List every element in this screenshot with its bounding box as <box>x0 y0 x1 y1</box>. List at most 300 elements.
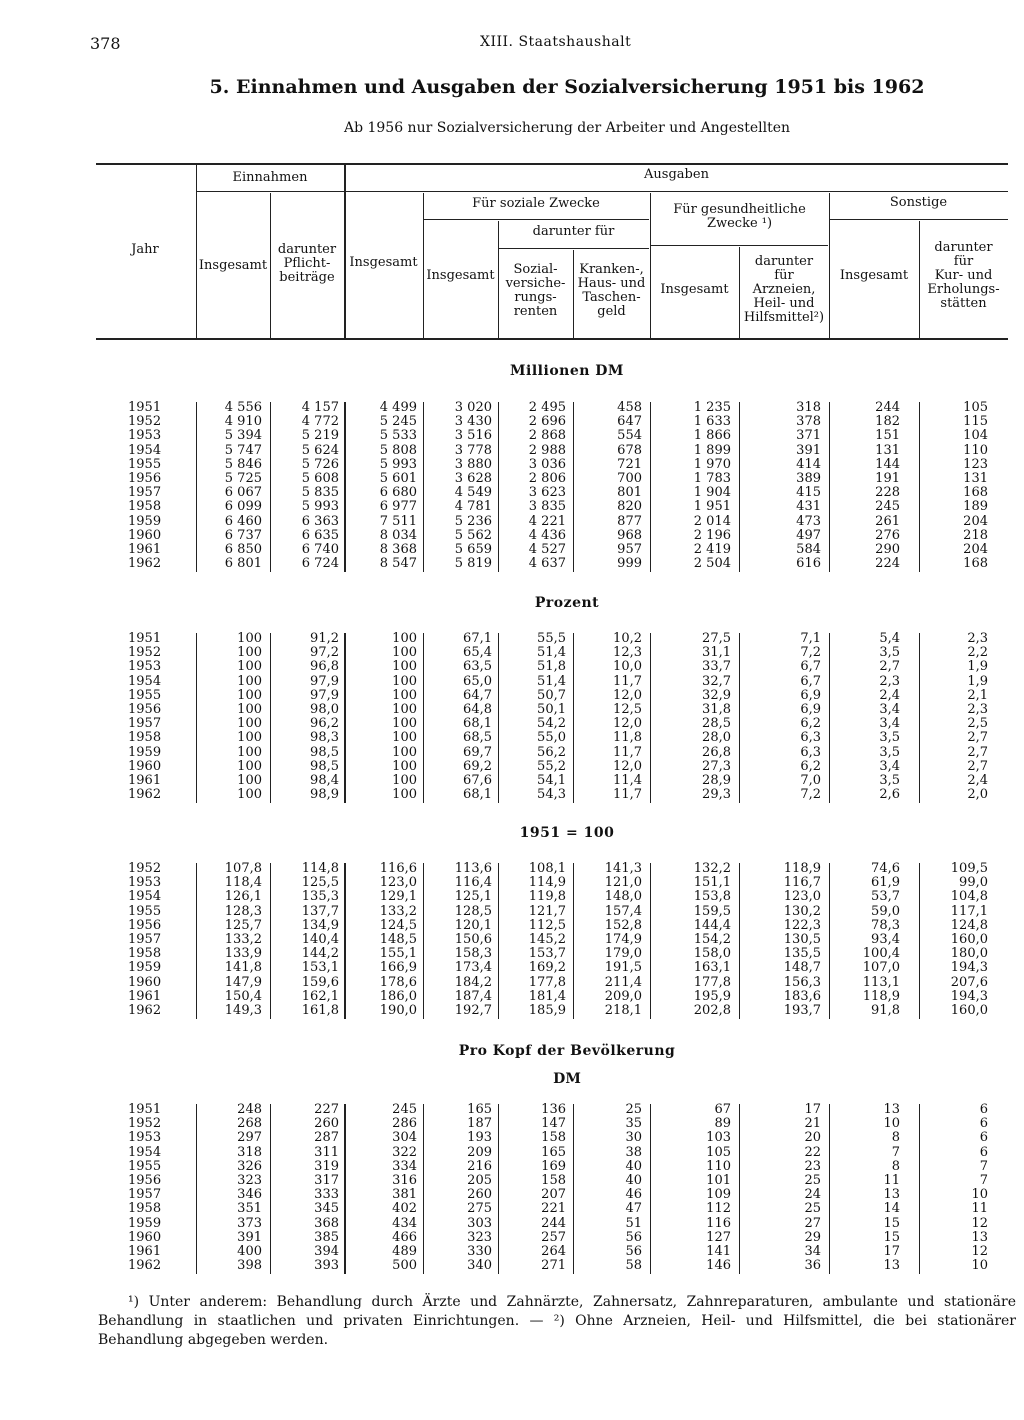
table-cell: 2,3 <box>967 701 988 717</box>
table-cell: 7,2 <box>800 645 821 661</box>
header-einnahmen-insgesamt: Insgesamt <box>198 258 268 273</box>
table-cell: 150,4 <box>224 988 262 1004</box>
table-cell: 100 <box>392 730 417 746</box>
table-cell: 4 549 <box>454 485 492 501</box>
column-divider <box>919 402 920 572</box>
table-cell: 264 <box>541 1243 566 1259</box>
table-cell: 12,0 <box>613 687 642 703</box>
table-cell: 97,9 <box>310 687 339 703</box>
section-title-index: 1951 = 100 <box>519 825 615 841</box>
year-label: 1962 <box>128 556 162 572</box>
table-cell: 497 <box>796 527 821 543</box>
table-cell: 100 <box>237 744 262 760</box>
table-cell: 3,5 <box>879 645 900 661</box>
table-cell: 114,9 <box>528 875 566 891</box>
table-cell: 100,4 <box>862 946 900 962</box>
table-cell: 276 <box>875 527 900 543</box>
table-cell: 15 <box>883 1215 900 1231</box>
table-cell: 402 <box>392 1201 417 1217</box>
table-cell: 378 <box>796 414 821 430</box>
column-divider <box>573 402 574 572</box>
section-years <box>128 862 161 1018</box>
table-cell: 5 747 <box>224 442 262 458</box>
table-cell: 116,4 <box>454 875 492 891</box>
table-cell: 56,2 <box>537 744 566 760</box>
value-column-1 <box>225 401 262 571</box>
table-cell: 268 <box>237 1116 262 1132</box>
table-cell: 130,5 <box>783 931 821 947</box>
table-cell: 473 <box>796 513 821 529</box>
table-cell: 158 <box>541 1130 566 1146</box>
year-label: 1954 <box>128 889 162 905</box>
header-ausgaben-insgesamt: Insgesamt <box>349 255 418 270</box>
section-title-pro-kopf: Pro Kopf der Bevölkerung <box>458 1043 676 1059</box>
table-cell: 5 819 <box>454 556 492 572</box>
table-cell: 127 <box>706 1229 731 1245</box>
table-cell: 1,9 <box>967 673 988 689</box>
table-cell: 318 <box>796 400 821 415</box>
year-label: 1951 <box>128 400 162 415</box>
table-cell: 260 <box>314 1116 339 1132</box>
year-label: 1956 <box>128 1172 162 1188</box>
table-cell: 11,7 <box>613 673 642 689</box>
einnahmen-rule <box>196 191 344 192</box>
table-cell: 97,2 <box>310 645 339 661</box>
table-cell: 133,2 <box>224 931 262 947</box>
ausgaben-rule <box>345 191 1008 192</box>
table-cell: 153,1 <box>301 960 339 976</box>
table-cell: 8 <box>891 1158 900 1174</box>
table-cell: 125,1 <box>454 889 492 905</box>
year-label: 1961 <box>128 541 162 557</box>
table-cell: 12,3 <box>613 645 642 661</box>
table-cell: 2,7 <box>879 659 900 675</box>
table-cell: 381 <box>392 1187 417 1203</box>
table-cell: 391 <box>796 442 821 458</box>
table-cell: 6 680 <box>379 485 417 501</box>
table-cell: 93,4 <box>871 931 900 947</box>
header-top-rule <box>96 163 1008 165</box>
table-cell: 36 <box>804 1258 821 1274</box>
table-cell: 304 <box>392 1130 417 1146</box>
table-cell: 12,0 <box>613 716 642 732</box>
table-cell: 191,5 <box>604 960 642 976</box>
value-column-9 <box>879 632 900 802</box>
table-cell: 10 <box>883 1116 900 1132</box>
year-label: 1955 <box>128 456 162 472</box>
table-cell: 74,6 <box>871 861 900 876</box>
table-cell: 65,4 <box>463 645 492 661</box>
year-label: 1951 <box>128 1102 162 1117</box>
table-cell: 1 904 <box>693 485 731 501</box>
table-cell: 100 <box>237 701 262 717</box>
table-cell: 207 <box>541 1187 566 1203</box>
table-cell: 161,8 <box>301 1002 339 1018</box>
year-label: 1951 <box>128 631 162 646</box>
table-cell: 3,5 <box>879 730 900 746</box>
table-cell: 31,1 <box>702 645 731 661</box>
table-cell: 119,8 <box>528 889 566 905</box>
header-jahr: Jahr <box>131 242 159 257</box>
year-label: 1954 <box>128 442 162 458</box>
table-cell: 152,8 <box>604 917 642 933</box>
section-years <box>128 1103 161 1273</box>
table-cell: 287 <box>314 1130 339 1146</box>
year-label: 1960 <box>128 1229 162 1245</box>
table-cell: 8 368 <box>379 541 417 557</box>
table-cell: 141 <box>706 1243 731 1259</box>
table-cell: 178,6 <box>379 974 417 990</box>
table-cell: 29,3 <box>702 787 731 803</box>
table-cell: 12 <box>971 1243 988 1259</box>
table-cell: 99,0 <box>959 875 988 891</box>
column-divider <box>196 863 197 1019</box>
table-cell: 5 993 <box>301 499 339 515</box>
table-cell: 151,1 <box>693 875 731 891</box>
table-cell: 458 <box>617 400 642 415</box>
table-cell: 4 157 <box>301 400 339 415</box>
table-cell: 297 <box>237 1130 262 1146</box>
table-cell: 205 <box>467 1172 492 1188</box>
table-cell: 466 <box>392 1229 417 1245</box>
table-cell: 107,0 <box>862 960 900 976</box>
table-cell: 431 <box>796 499 821 515</box>
table-cell: 148,0 <box>604 889 642 905</box>
table-cell: 100 <box>237 631 262 646</box>
table-cell: 6 724 <box>301 556 339 572</box>
column-divider <box>829 633 830 803</box>
table-cell: 150,6 <box>454 931 492 947</box>
table-cell: 5 725 <box>224 470 262 486</box>
table-cell: 23 <box>804 1158 821 1174</box>
table-cell: 97,9 <box>310 673 339 689</box>
table-cell: 244 <box>541 1215 566 1231</box>
table-cell: 2 806 <box>528 470 566 486</box>
table-cell: 67 <box>714 1102 731 1117</box>
table-cell: 218,1 <box>604 1002 642 1018</box>
table-cell: 184,2 <box>454 974 492 990</box>
table-cell: 3 880 <box>454 456 492 472</box>
table-cell: 100 <box>392 787 417 803</box>
table-cell: 5 624 <box>301 442 339 458</box>
table-cell: 6,2 <box>800 758 821 774</box>
table-cell: 968 <box>617 527 642 543</box>
table-cell: 245 <box>392 1102 417 1117</box>
table-cell: 2,3 <box>879 673 900 689</box>
table-cell: 245 <box>875 499 900 515</box>
table-cell: 2 419 <box>693 541 731 557</box>
value-column-8 <box>804 1103 821 1273</box>
table-cell: 194,3 <box>950 960 988 976</box>
table-cell: 104,8 <box>950 889 988 905</box>
year-label: 1959 <box>128 1215 162 1231</box>
table-cell: 333 <box>314 1187 339 1203</box>
table-cell: 189 <box>963 499 988 515</box>
year-label: 1957 <box>128 931 162 947</box>
table-cell: 10 <box>971 1258 988 1274</box>
table-cell: 801 <box>617 485 642 501</box>
table-cell: 98,4 <box>310 772 339 788</box>
footnote-text: ¹) Unter anderem: Behandlung durch Ärzte und Zahnärzte, Zahnersatz, Zahnreparaturen, ambulante und stationäre Behandlung in staatlichen und privaten Einrichtungen. — ²) Ohne Arzneien, Heil- und Hilfsmittel, die bei stationärer Behandlung abgegeben werden. <box>98 1294 1016 1348</box>
table-cell: 6 <box>979 1102 988 1117</box>
table-cell: 100 <box>392 659 417 675</box>
column-divider <box>919 633 920 803</box>
value-column-3 <box>392 1103 417 1273</box>
table-cell: 54,1 <box>537 772 566 788</box>
table-cell: 6,7 <box>800 659 821 675</box>
table-cell: 160,0 <box>950 931 988 947</box>
table-cell: 128,3 <box>224 903 262 919</box>
section-years <box>128 401 161 571</box>
table-cell: 187 <box>467 1116 492 1132</box>
table-cell: 107,8 <box>224 861 262 876</box>
table-cell: 15 <box>883 1229 900 1245</box>
table-cell: 5 659 <box>454 541 492 557</box>
year-label: 1957 <box>128 1187 162 1203</box>
table-cell: 147,9 <box>224 974 262 990</box>
table-cell: 489 <box>392 1243 417 1259</box>
table-cell: 100 <box>237 687 262 703</box>
column-divider <box>498 402 499 572</box>
table-cell: 91,2 <box>310 631 339 646</box>
table-subtitle: Ab 1956 nur Sozialversicherung der Arbeiter und Angestellten <box>343 120 791 136</box>
table-cell: 11,8 <box>613 730 642 746</box>
header-gesundheit: Für gesundheitliche Zwecke ¹) <box>673 202 806 231</box>
table-cell: 151 <box>875 428 900 444</box>
table-cell: 125,7 <box>224 917 262 933</box>
table-cell: 3 778 <box>454 442 492 458</box>
table-cell: 1,9 <box>967 659 988 675</box>
table-cell: 248 <box>237 1102 262 1117</box>
table-title: 5. Einnahmen und Ausgaben der Sozialversicherung 1951 bis 1962 <box>209 76 925 98</box>
header-arzneien: darunter für Arzneien, Heil- und Hilfsmittel²) <box>743 254 825 325</box>
table-cell: 2,1 <box>967 687 988 703</box>
table-cell: 211,4 <box>604 974 642 990</box>
year-label: 1959 <box>128 513 162 529</box>
footnotes <box>98 1293 1016 1350</box>
table-cell: 22 <box>804 1144 821 1160</box>
table-cell: 4 499 <box>379 400 417 415</box>
table-cell: 58 <box>625 1258 642 1274</box>
year-label: 1961 <box>128 772 162 788</box>
table-cell: 202,8 <box>693 1002 731 1018</box>
table-cell: 158,3 <box>454 946 492 962</box>
table-cell: 11,7 <box>613 744 642 760</box>
table-cell: 318 <box>237 1144 262 1160</box>
table-cell: 100 <box>237 673 262 689</box>
table-cell: 260 <box>467 1187 492 1203</box>
page-number: 378 <box>90 34 121 53</box>
table-cell: 4 781 <box>454 499 492 515</box>
table-cell: 96,2 <box>310 716 339 732</box>
table-cell: 721 <box>617 456 642 472</box>
table-cell: 2 196 <box>693 527 731 543</box>
table-cell: 227 <box>314 1102 339 1117</box>
column-divider <box>498 633 499 803</box>
table-cell: 322 <box>392 1144 417 1160</box>
year-label: 1961 <box>128 1243 162 1259</box>
table-cell: 5 394 <box>224 428 262 444</box>
table-cell: 28,0 <box>702 730 731 746</box>
table-cell: 55,5 <box>537 631 566 646</box>
year-label: 1953 <box>128 428 162 444</box>
table-cell: 3 020 <box>454 400 492 415</box>
table-cell: 28,5 <box>702 716 731 732</box>
table-cell: 65,0 <box>463 673 492 689</box>
table-cell: 389 <box>796 470 821 486</box>
year-label: 1960 <box>128 758 162 774</box>
column-divider <box>423 402 424 572</box>
table-cell: 53,7 <box>871 889 900 905</box>
table-cell: 100 <box>237 758 262 774</box>
table-cell: 100 <box>237 659 262 675</box>
header-sonstige: Sonstige <box>889 195 948 210</box>
value-column-7 <box>702 632 731 802</box>
year-label: 1956 <box>128 470 162 486</box>
column-divider <box>344 402 346 572</box>
table-cell: 149,3 <box>224 1002 262 1018</box>
year-label: 1956 <box>128 701 162 717</box>
table-cell: 128,5 <box>454 903 492 919</box>
table-cell: 2 988 <box>528 442 566 458</box>
table-cell: 100 <box>392 744 417 760</box>
table-cell: 13 <box>971 1229 988 1245</box>
year-label: 1958 <box>128 1201 162 1217</box>
year-label: 1955 <box>128 687 162 703</box>
value-column-4 <box>455 401 492 571</box>
table-cell: 391 <box>237 1229 262 1245</box>
table-cell: 5 993 <box>379 456 417 472</box>
table-cell: 104 <box>963 428 988 444</box>
year-label: 1962 <box>128 1002 162 1018</box>
section-years <box>128 632 161 802</box>
year-label: 1958 <box>128 730 162 746</box>
table-cell: 133,9 <box>224 946 262 962</box>
table-cell: 3,4 <box>879 701 900 717</box>
table-cell: 108,1 <box>528 861 566 876</box>
year-label: 1955 <box>128 903 162 919</box>
table-cell: 68,1 <box>463 787 492 803</box>
table-cell: 7 511 <box>379 513 417 529</box>
value-column-6 <box>605 862 642 1018</box>
table-cell: 323 <box>467 1229 492 1245</box>
table-cell: 6 <box>979 1116 988 1132</box>
table-cell: 3 516 <box>454 428 492 444</box>
table-cell: 123,0 <box>379 875 417 891</box>
column-divider <box>919 863 920 1019</box>
soziale-zwecke-rule <box>423 219 649 220</box>
table-cell: 115 <box>963 414 988 430</box>
value-column-4 <box>455 862 492 1018</box>
table-cell: 616 <box>796 556 821 572</box>
table-cell: 2,0 <box>967 787 988 803</box>
table-cell: 125,5 <box>301 875 339 891</box>
column-divider <box>423 1104 424 1274</box>
column-divider <box>829 402 830 572</box>
column-divider <box>270 1104 271 1274</box>
table-cell: 135,3 <box>301 889 339 905</box>
table-cell: 17 <box>883 1243 900 1259</box>
table-cell: 1 951 <box>693 499 731 515</box>
table-cell: 6 067 <box>224 485 262 501</box>
table-cell: 137,7 <box>301 903 339 919</box>
table-cell: 8 034 <box>379 527 417 543</box>
table-cell: 100 <box>237 787 262 803</box>
table-cell: 319 <box>314 1158 339 1174</box>
table-cell: 323 <box>237 1172 262 1188</box>
year-label: 1953 <box>128 875 162 891</box>
table-cell: 5 846 <box>224 456 262 472</box>
table-cell: 2,4 <box>879 687 900 703</box>
table-cell: 394 <box>314 1243 339 1259</box>
table-cell: 54,3 <box>537 787 566 803</box>
year-label: 1954 <box>128 1144 162 1160</box>
table-cell: 6 <box>979 1144 988 1160</box>
column-divider <box>919 1104 920 1274</box>
table-cell: 165 <box>467 1102 492 1117</box>
table-cell: 6,2 <box>800 716 821 732</box>
table-cell: 1 783 <box>693 470 731 486</box>
year-label: 1962 <box>128 1258 162 1274</box>
table-cell: 207,6 <box>950 974 988 990</box>
value-column-7 <box>706 1103 731 1273</box>
table-cell: 110 <box>963 442 988 458</box>
table-cell: 98,5 <box>310 744 339 760</box>
table-cell: 64,8 <box>463 701 492 717</box>
table-cell: 116,6 <box>379 861 417 876</box>
table-cell: 68,5 <box>463 730 492 746</box>
table-cell: 118,9 <box>783 861 821 876</box>
value-column-9 <box>875 401 900 571</box>
value-column-4 <box>467 1103 492 1273</box>
table-cell: 145,2 <box>528 931 566 947</box>
year-label: 1954 <box>128 673 162 689</box>
table-cell: 96,8 <box>310 659 339 675</box>
table-cell: 3,5 <box>879 772 900 788</box>
table-cell: 112,5 <box>528 917 566 933</box>
table-cell: 105 <box>963 400 988 415</box>
value-column-7 <box>694 862 731 1018</box>
table-cell: 500 <box>392 1258 417 1274</box>
value-column-2 <box>302 401 339 571</box>
value-column-6 <box>617 401 642 571</box>
table-cell: 257 <box>541 1229 566 1245</box>
value-column-8 <box>796 401 821 571</box>
table-cell: 173,4 <box>454 960 492 976</box>
table-cell: 162,1 <box>301 988 339 1004</box>
year-label: 1955 <box>128 1158 162 1174</box>
table-cell: 89 <box>714 1116 731 1132</box>
table-cell: 647 <box>617 414 642 430</box>
table-cell: 159,5 <box>693 903 731 919</box>
table-cell: 100 <box>237 730 262 746</box>
table-cell: 116 <box>706 1215 731 1231</box>
header-vline-9 <box>829 193 830 338</box>
table-cell: 185,9 <box>528 1002 566 1018</box>
table-cell: 118,4 <box>224 875 262 891</box>
table-cell: 7,2 <box>800 787 821 803</box>
table-cell: 109,5 <box>950 861 988 876</box>
column-divider <box>650 863 651 1019</box>
table-cell: 7 <box>891 1144 900 1160</box>
table-cell: 153,7 <box>528 946 566 962</box>
header-krankengeld: Kranken-, Haus- und Taschen- geld <box>577 262 646 319</box>
table-cell: 5 236 <box>454 513 492 529</box>
table-cell: 141,3 <box>604 861 642 876</box>
table-cell: 4 221 <box>528 513 566 529</box>
table-cell: 193 <box>467 1130 492 1146</box>
table-cell: 121,0 <box>604 875 642 891</box>
